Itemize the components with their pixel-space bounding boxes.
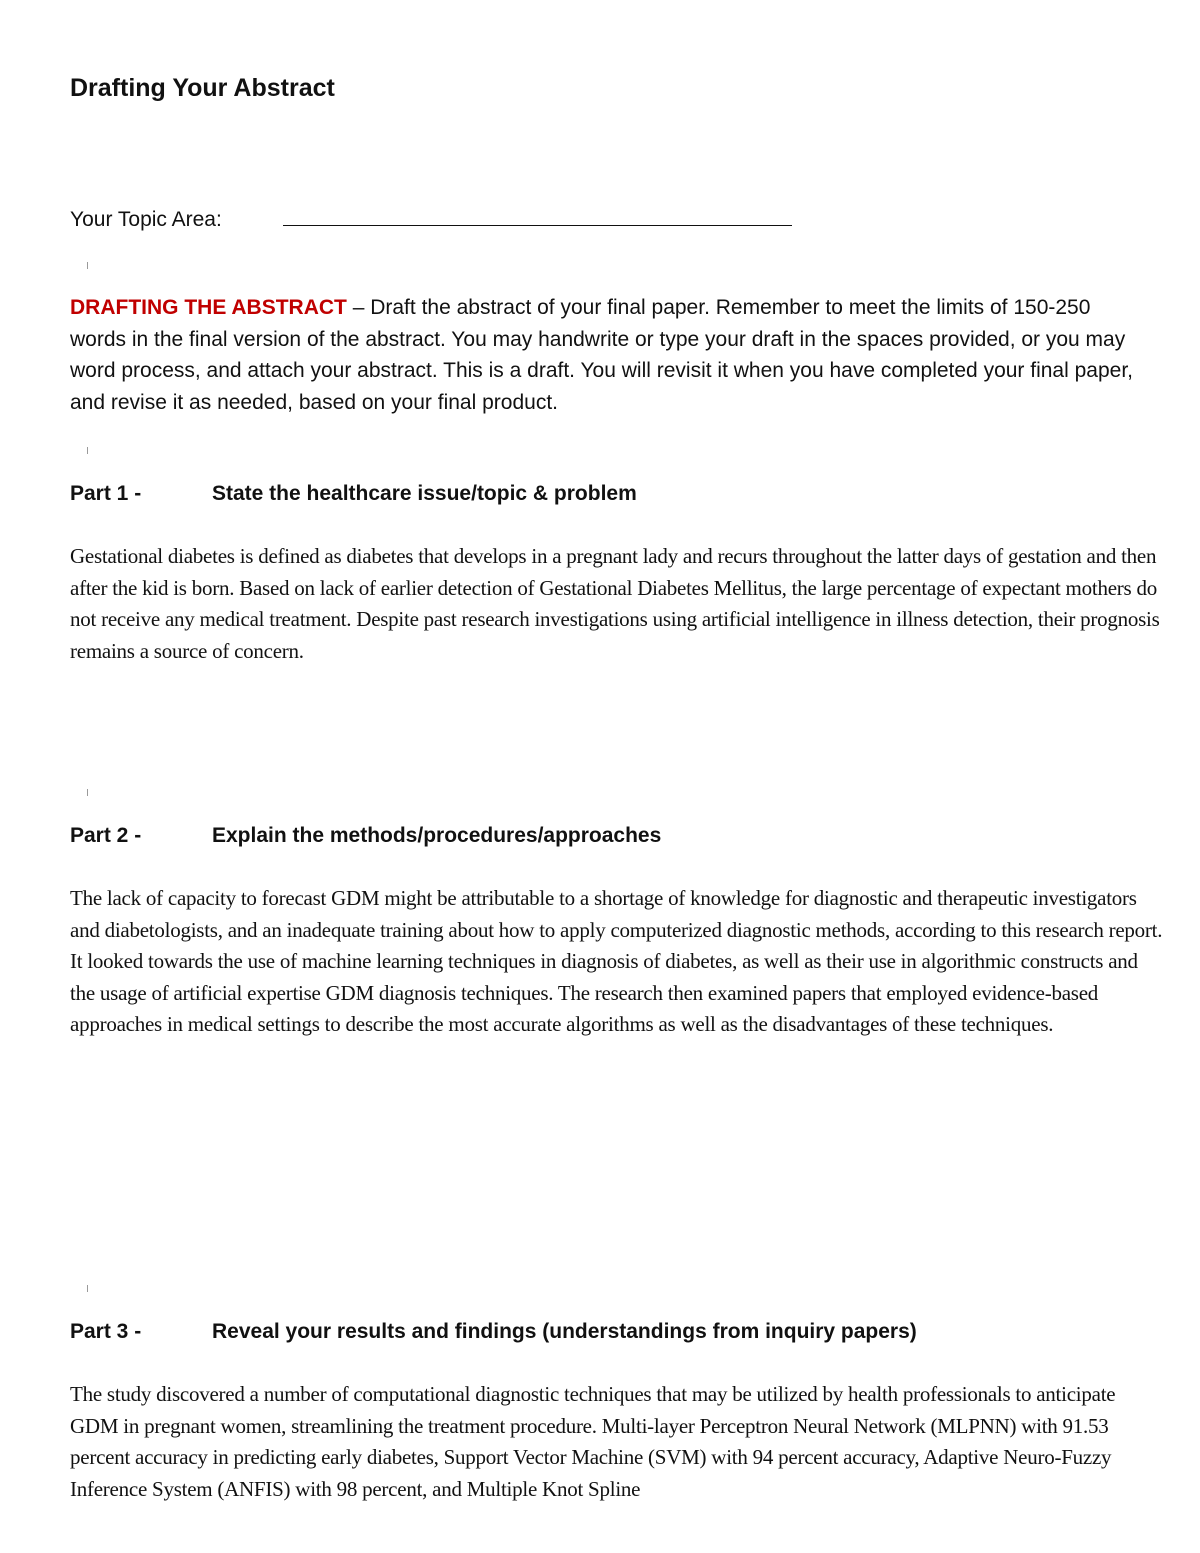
part-2-title: Explain the methods/procedures/approaches — [212, 824, 662, 847]
part-3-title: Reveal your results and findings (understandings from inquiry papers) — [212, 1320, 917, 1343]
part-1-title: State the healthcare issue/topic & problem — [212, 482, 637, 505]
part-1-body: Gestational diabetes is defined as diabetes that develops in a pregnant lady and recurs throughout the latter days of gestation and then after the kid is born. Based on lack of earlier detection of Gestational Diabetes Mellitus, the large percentage of expectant mothers do not receive any medical treatment. Despite past research investigations using artificial intelligence in illness detection, their prognosis remains a source of concern. — [70, 544, 1160, 663]
part-2-number: Part 2 - — [70, 824, 142, 847]
part-3-number: Part 3 - — [70, 1320, 142, 1343]
part-2-body: The lack of capacity to forecast GDM might be attributable to a shortage of knowledge for diagnostic and therapeutic investigators and diabetologists, and an inadequate training about how to apply computerized diagnostic methods, according to this research report. It looked towards the use of machine learning techniques in diagnosis of diabetes, as well as their use in algorithmic constructs and the usage of artificial expertise GDM diagnosis techniques. The research then examined papers that employed evidence-based approaches in medical settings to describe the most accurate algorithms as well as the disadvantages of these techniques. — [70, 886, 1163, 1036]
paragraph-mark — [87, 262, 88, 269]
paragraph-mark — [87, 789, 88, 796]
paragraph-mark — [87, 447, 88, 454]
topic-area-row — [70, 203, 792, 232]
instructions-paragraph — [70, 292, 1140, 418]
part-3-body: The study discovered a number of computational diagnostic techniques that may be utilized by health professionals to anticipate GDM in pregnant women, streamlining the treatment procedure. Multi-layer Perceptron Neural Network (MLPNN) with 91.53 percent accuracy in predicting early diabetes, Support Vector Machine (SVM) with 94 percent accuracy, Adaptive Neuro-Fuzzy Inference System (ANFIS) with 98 percent, and Multiple Knot Spline — [70, 1382, 1116, 1501]
part-3-heading — [70, 1320, 917, 1344]
topic-area-label: Your Topic Area: — [70, 208, 222, 231]
part-1-number: Part 1 - — [70, 482, 142, 505]
part-1-heading — [70, 482, 637, 506]
topic-area-blank-line[interactable] — [283, 203, 792, 226]
paragraph-mark — [87, 1285, 88, 1292]
part-2-heading — [70, 824, 661, 848]
instructions-emphasis: DRAFTING THE ABSTRACT — [70, 296, 347, 319]
instructions-text: – Draft the abstract of your final paper. Remember to meet the limits of 150-250 words in the final version of the abstract. You may handwrite or type your draft in the spaces provided, or you may word process, and attach your abstract. This is a draft. You will revisit it when you have completed your final paper, and revise it as needed, based on your final product. — [70, 296, 1134, 414]
document-title: Drafting Your Abstract — [70, 74, 335, 102]
